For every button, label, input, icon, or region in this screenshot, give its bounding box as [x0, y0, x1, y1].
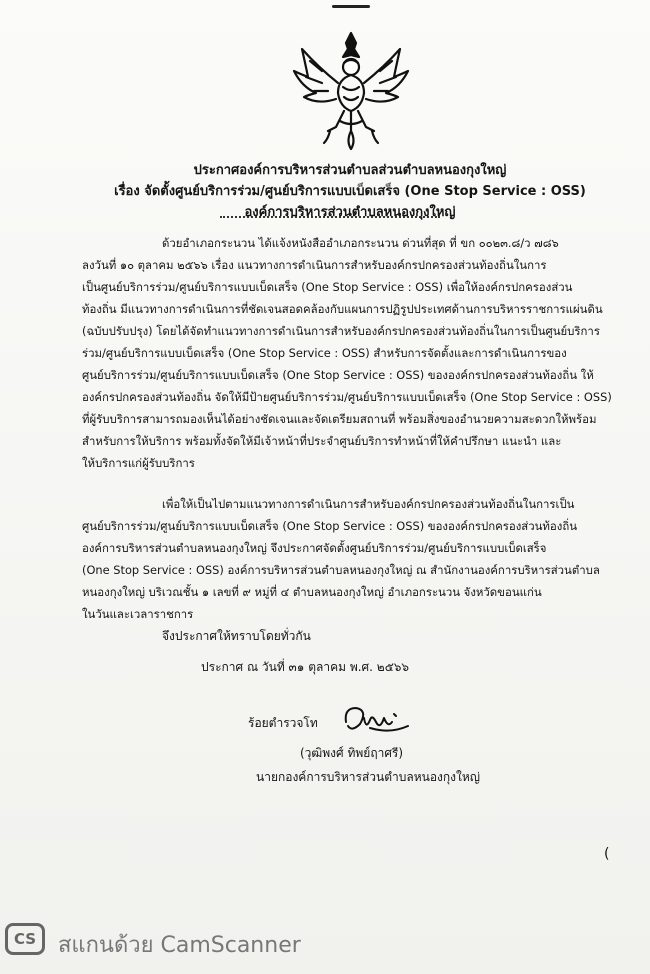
garuda-emblem-icon [288, 27, 414, 153]
paragraph-line: สำหรับการให้บริการ พร้อมทั้งจัดให้มีเจ้าหน้าที่ประจำศูนย์บริการทำหน้าที่ให้คำปรึกษา แนะนำ และ [82, 434, 562, 448]
paragraph-line: ในวันและเวลาราชการ [82, 607, 194, 621]
stray-mark: ( [604, 846, 610, 862]
signer-rank: ร้อยตำรวจโท [248, 716, 318, 730]
paragraph-line: ที่ผู้รับบริการสามารถมองเห็นได้อย่างชัดเจนและจัดเตรียมสถานที่ พร้อมสิ่งของอำนวยความสะดวกให้พร้อม [82, 412, 597, 426]
top-dash-mark [332, 5, 370, 8]
announcement-title [60, 160, 640, 223]
title-separator [220, 216, 440, 218]
paragraph-1 [82, 232, 612, 474]
scanner-watermark [0, 905, 650, 974]
paragraph-line: องค์กรปกครองส่วนท้องถิ่น จัดให้มีป้ายศูนย์บริการร่วม/ศูนย์บริการแบบเบ็ดเสร็จ (One Stop Service : OSS) [82, 390, 612, 404]
paragraph-line: เป็นศูนย์บริการร่วม/ศูนย์บริการแบบเบ็ดเสร็จ (One Stop Service : OSS) เพื่อให้องค์กรปกครองส่วน [82, 280, 573, 294]
paragraph-line: ศูนย์บริการร่วม/ศูนย์บริการแบบเบ็ดเสร็จ (One Stop Service : OSS) ขององค์กรปกครองส่วนท้องถิ่น ให้ [82, 368, 594, 382]
paragraph-line: (ฉบับปรับปรุง) โดยได้จัดทำแนวทางการดำเนินการสำหรับองค์กรปกครองส่วนท้องถิ่นในการเป็นศูนย์บริการ [82, 324, 600, 338]
paragraph-line: ศูนย์บริการร่วม/ศูนย์บริการแบบเบ็ดเสร็จ (One Stop Service : OSS) ขององค์กรปกครองส่วนท้องถิ่น [82, 519, 578, 533]
paragraph-line: หนองกุงใหญ่ บริเวณชั้น ๑ เลขที่ ๙ หมู่ที่ ๔ ตำบลหนองกุงใหญ่ อำเภอกระนวน จังหวัดขอนแก่น [82, 585, 542, 599]
signer-name: (วุฒิพงศ์ ทิพย์ฤาศรี) [300, 746, 404, 760]
signer-position: นายกองค์การบริหารส่วนตำบลหนองกุงใหญ่ [256, 770, 481, 784]
camscanner-text: สแกนด้วย CamScanner [58, 933, 301, 958]
camscanner-logo-icon: CS [5, 923, 45, 955]
paragraph-line: ด้วยอำเภอกระนวน ได้แจ้งหนังสืออำเภอกระนวน ด่วนที่สุด ที่ ขก ๐๐๒๓.๘/ว ๗๘๖ [162, 236, 559, 250]
paragraph-line: เพื่อให้เป็นไปตามแนวทางการดำเนินการสำหรับองค์กรปกครองส่วนท้องถิ่นในการเป็น [162, 497, 575, 511]
handwritten-signature [340, 700, 412, 740]
paragraph-line: ร่วม/ศูนย์บริการแบบเบ็ดเสร็จ (One Stop Service : OSS) สำหรับการจัดตั้งและการดำเนินการของ [82, 346, 567, 360]
paragraph-line: ท้องถิ่น มีแนวทางการดำเนินการที่ชัดเจนสอดคล้องกับแผนการปฏิรูปประเทศด้านการบริหารราชการแผ่นดิน [82, 302, 603, 316]
title-line-2: เรื่อง จัดตั้งศูนย์บริการร่วม/ศูนย์บริการแบบเบ็ดเสร็จ (One Stop Service : OSS) [114, 184, 586, 199]
paragraph-line: (One Stop Service : OSS) องค์การบริหารส่วนตำบลหนองกุงใหญ่ ณ สำนักงานองค์การบริหารส่วนตำบล [82, 563, 600, 577]
paragraph-2 [82, 493, 602, 625]
title-line-1: ประกาศองค์การบริหารส่วนตำบลส่วนตำบลหนองกุงใหญ่ [193, 163, 507, 178]
closing-statement: จึงประกาศให้ทราบโดยทั่วกัน [162, 629, 311, 643]
paragraph-line: องค์การบริหารส่วนตำบลหนองกุงใหญ่ จึงประกาศจัดตั้งศูนย์บริการร่วม/ศูนย์บริการแบบเบ็ดเสร็จ [82, 541, 547, 555]
paragraph-line: ให้บริการแก่ผู้รับบริการ [82, 456, 195, 470]
paragraph-line: ลงวันที่ ๑๐ ตุลาคม ๒๕๖๖ เรื่อง แนวทางการดำเนินการสำหรับองค์กรปกครองส่วนท้องถิ่นในการ [82, 258, 547, 272]
announcement-date: ประกาศ ณ วันที่ ๓๑ ตุลาคม พ.ศ. ๒๕๖๖ [201, 660, 410, 674]
title-line-3: องค์การบริหารส่วนตำบลหนองกุงใหญ่ [244, 205, 456, 220]
